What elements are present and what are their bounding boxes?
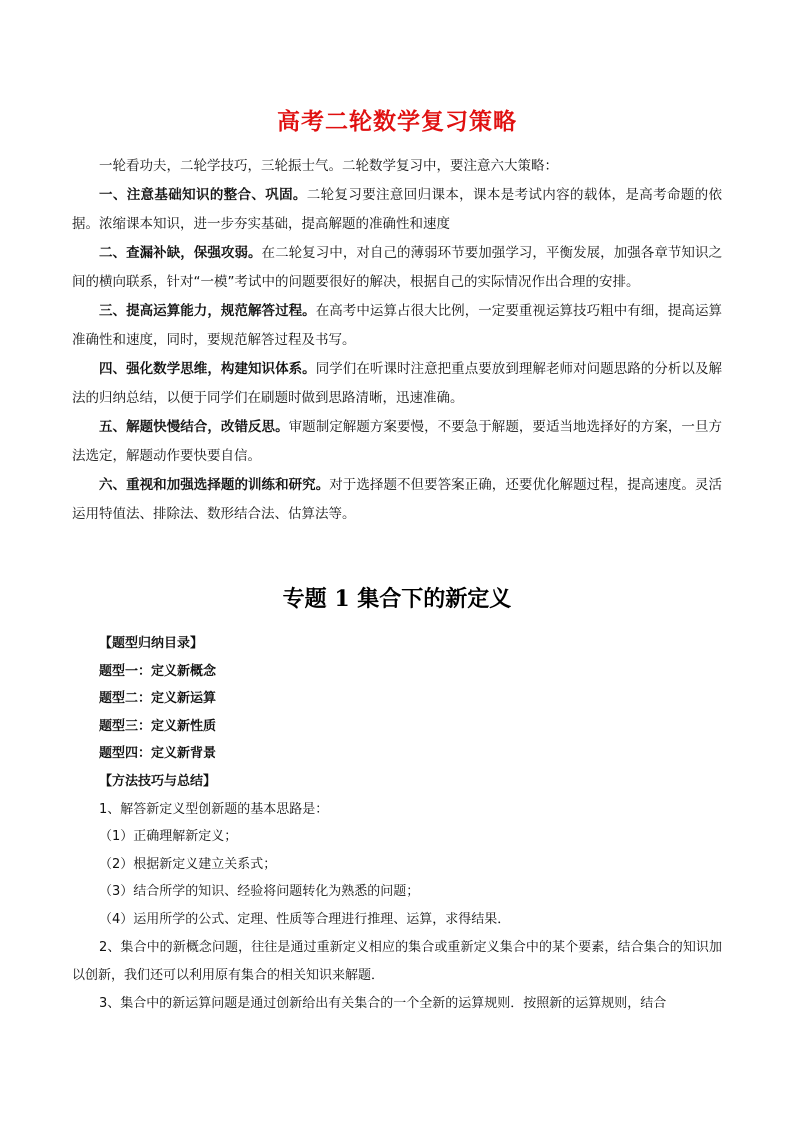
strategy-text-2: 在二轮复习中，对自己的薄弱环节要加强学习，平衡发展，加强各章节知识之间的横向联系，针对“一模”考试中的问题要很好的解决，根据自己的实际情况作出合理的安排。 [72,245,723,290]
catalog-item-2: 题型二：定义新运算 [99,691,217,707]
strategy-paragraph-5 [72,413,722,471]
strategy-heading-5: 五、解题快慢结合，改错反思。 [99,419,289,435]
method-heading: 【方法技巧与总结】 [99,773,217,789]
strategy-heading-2: 二、查漏补缺，保强攻弱。 [99,245,262,261]
strategy-paragraph-2 [72,239,722,297]
method-step-2: （2）根据新定义建立关系式； [99,856,277,872]
topic-title: 专题 1 集合下的新定义 [282,586,512,612]
strategy-text-4: 同学们在听课时注意把重点要放到理解老师对问题思路的分析以及解法的归纳总结，以便于同学们在刷题时做到思路清晰，迅速准确。 [72,361,723,406]
strategy-heading-6: 六、重视和加强选择题的训练和研究。 [99,477,330,493]
catalog-heading: 【题型归纳目录】 [99,636,204,651]
method-step-1: （1）正确理解新定义； [99,829,238,845]
strategy-text-3: 在高考中运算占很大比例，一定要重视运算技巧粗中有细，提高运算准确性和速度，同时，要规范解答过程及书写。 [72,303,723,348]
strategy-paragraph-1 [72,181,722,239]
strategy-heading-4: 四、强化数学思维，构建知识体系。 [99,361,316,377]
strategy-heading-3: 三、提高运算能力，规范解答过程。 [99,303,316,319]
strategy-paragraph-6 [72,471,722,529]
method-step-4: （4）运用所学的公式、定理、性质等合理进行推理、运算，求得结果． [99,911,511,927]
intro-paragraph: 一轮看功夫，二轮学技巧，三轮振士气。二轮数学复习中，要注意六大策略： [99,158,558,174]
method-point-1: 1、解答新定义型创新题的基本思路是： [99,801,329,817]
strategy-paragraph-4 [72,355,722,413]
strategy-text-5: 审题制定解题方案要慢，不要急于解题，要适当地选择好的方案，一旦方法选定，解题动作要快要自信。 [72,419,723,464]
catalog-item-3: 题型三：定义新性质 [99,718,217,734]
method-step-3: （3）结合所学的知识、经验将问题转化为熟悉的问题； [99,884,420,900]
strategy-text-6: 对于选择题不但要答案正确，还要优化解题过程，提高速度。灵活运用特值法、排除法、数形结合法、估算法等。 [72,477,723,522]
main-title: 高考二轮数学复习策略 [277,109,517,135]
strategy-text-1: 二轮复习要注意回归课本，课本是考试内容的载体，是高考命题的依据。浓缩课本知识，进一步夯实基础，提高解题的准确性和速度 [72,187,723,232]
topic-section [72,630,722,1018]
catalog-item-4: 题型四：定义新背景 [99,746,217,762]
strategy-paragraph-3 [72,297,722,355]
catalog-item-1: 题型一：定义新概念 [99,663,217,679]
strategy-heading-1: 一、注意基础知识的整合、巩固。 [99,187,307,203]
strategy-section [72,152,722,529]
method-point-3: 3、集合中的新运算问题是通过创新给出有关集合的一个全新的运算规则．按照新的运算规则，结合 [99,995,667,1011]
method-point-2: 2、集合中的新概念问题，往往是通过重新定义相应的集合或重新定义集合中的某个要素，结合集合的知识加以创新，我们还可以利用原有集合的相关知识来解题． [72,939,722,983]
